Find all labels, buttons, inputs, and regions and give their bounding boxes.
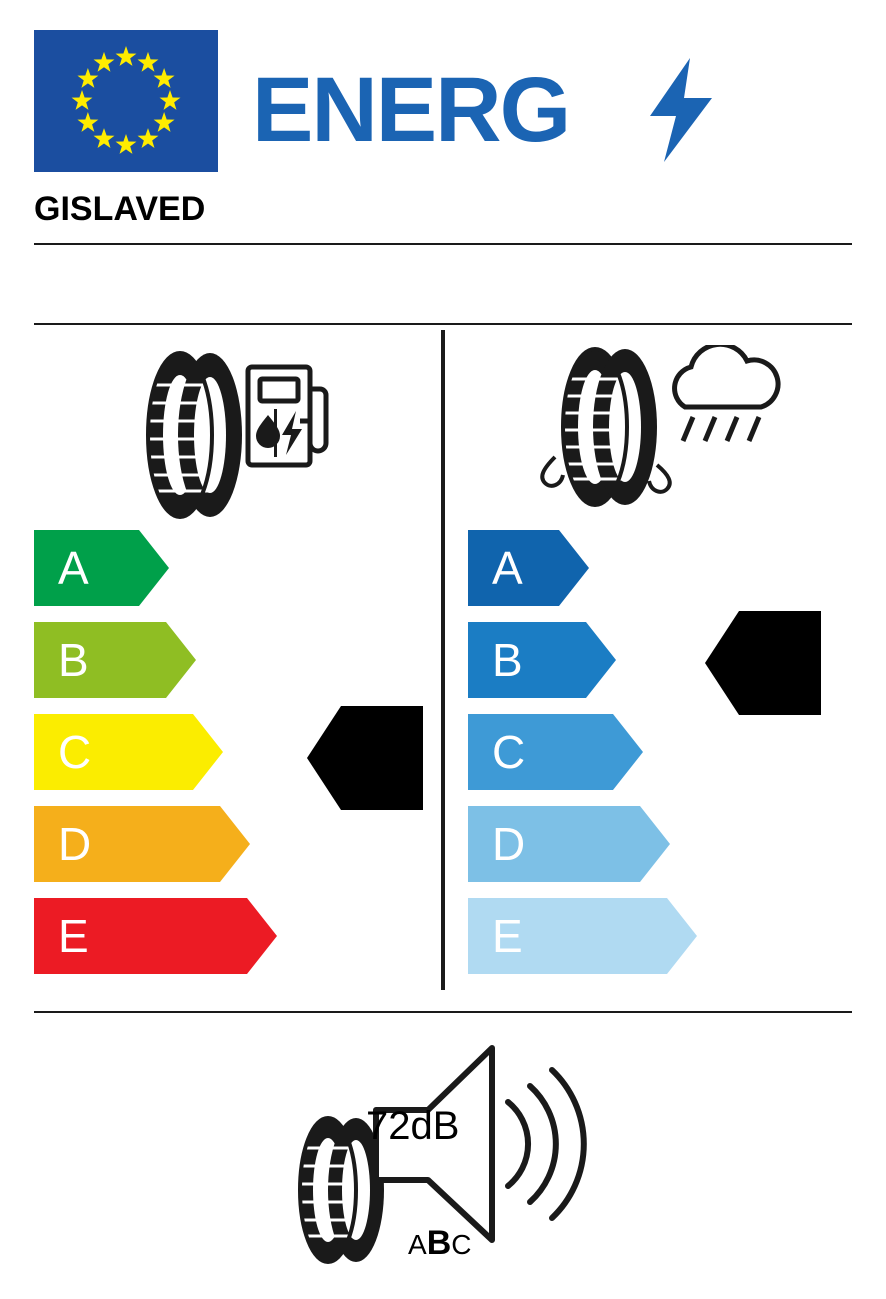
wet-grip-pictogram [525, 345, 800, 525]
wet-grip-result [705, 611, 821, 804]
wet-grip-scale [468, 530, 733, 990]
wet-grade-d [468, 806, 733, 882]
noise-class-a: A [408, 1229, 427, 1260]
wet-result-arrow [705, 611, 821, 715]
wet-result-letter: B [755, 740, 797, 804]
fuel-grade-a [34, 530, 314, 606]
fuel-grade-e [34, 898, 314, 974]
wet-grade-b-letter: B [492, 634, 523, 686]
wet-grade-b [468, 622, 733, 698]
divider-top [34, 323, 852, 325]
sound-waves-icon [508, 1070, 584, 1218]
fuel-grade-b-letter: B [58, 634, 89, 686]
fuel-grade-c-letter: C [58, 726, 92, 778]
rain-cloud-icon [675, 345, 778, 441]
wet-grade-d-letter: D [492, 818, 526, 870]
tyre-icon [148, 353, 242, 517]
brand-name: GISLAVED [34, 190, 206, 228]
label-header [34, 30, 852, 172]
energy-wordmark: ENERG [252, 59, 570, 161]
wet-grade-e-letter: E [492, 910, 523, 962]
fuel-grade-e-letter: E [58, 910, 89, 962]
fuel-efficiency-result [307, 706, 423, 899]
fuel-grade-c [34, 714, 314, 790]
divider-brand [34, 243, 852, 245]
wet-grade-c [468, 714, 733, 790]
lightning-bolt-icon [646, 58, 716, 162]
fuel-grade-d [34, 806, 314, 882]
wet-grade-a [468, 530, 733, 606]
wet-grade-c-letter: C [492, 726, 526, 778]
fuel-pump-icon [248, 367, 326, 465]
noise-class-indicator [408, 1224, 471, 1263]
divider-vertical [441, 330, 445, 990]
noise-db-value: 72dB [366, 1104, 460, 1148]
fuel-efficiency-scale [34, 530, 314, 990]
tyre-icon [563, 349, 657, 505]
noise-class-c: C [451, 1229, 472, 1260]
fuel-efficiency-pictogram [120, 345, 330, 525]
fuel-result-letter: C [357, 835, 399, 899]
noise-class-b-selected: B [426, 1224, 452, 1262]
fuel-drop-icon [256, 409, 302, 457]
fuel-grade-b [34, 622, 314, 698]
wet-grade-e [468, 898, 733, 974]
wet-grade-a-letter: A [492, 542, 523, 594]
fuel-result-arrow [307, 706, 423, 810]
fuel-grade-d-letter: D [58, 818, 92, 870]
eu-stars-icon [34, 30, 218, 172]
fuel-grade-a-letter: A [58, 542, 89, 594]
divider-bottom [34, 1011, 852, 1013]
